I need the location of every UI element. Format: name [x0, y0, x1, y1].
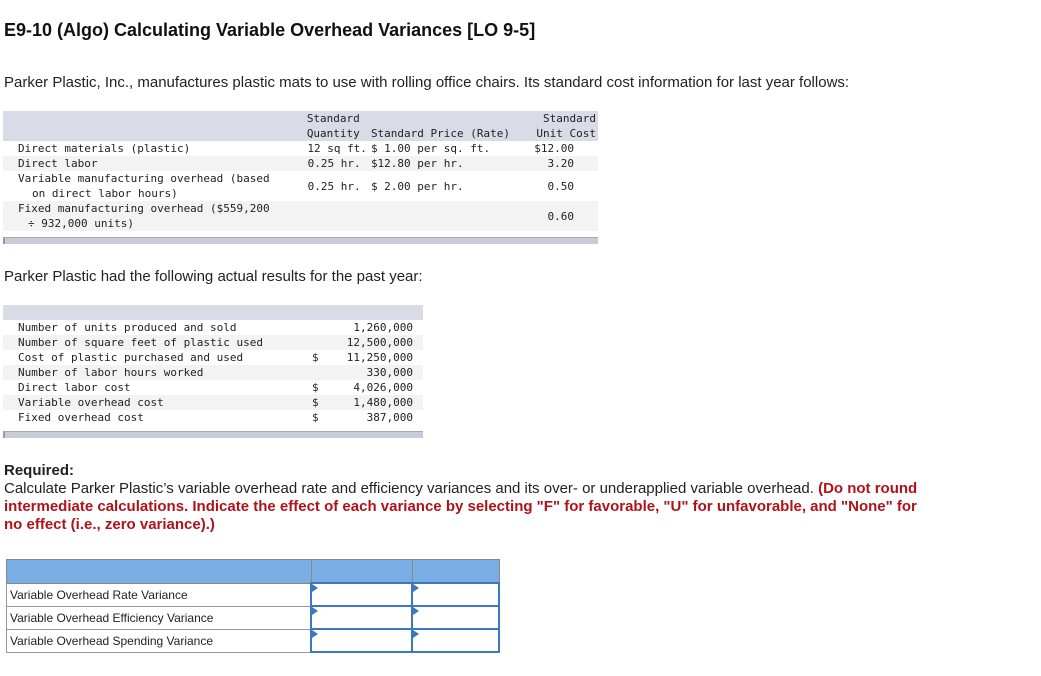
table-row	[3, 156, 598, 171]
table-footer-bar	[3, 237, 598, 244]
table-row	[3, 201, 598, 231]
table-row	[3, 171, 598, 201]
intro-text: Parker Plastic, Inc., manufactures plastic mats to use with rolling office chairs. Its standard cost information for last year follows:	[4, 74, 850, 91]
row-cost: 0.50	[547, 179, 574, 193]
row-currency: $	[312, 411, 319, 424]
row-label: Number of square feet of plastic used	[3, 335, 310, 350]
amount-input[interactable]	[311, 629, 412, 652]
row-price: $ 1.00 per sq. ft.	[370, 142, 491, 155]
row-cost: 3.20	[526, 156, 598, 171]
row-currency: $	[312, 351, 319, 364]
header-cost: Standard	[526, 111, 598, 126]
required-instructions: (Do not round intermediate calculations. Indicate the effect of each variance by selecting "F" for favorable, "U" for unfavorable, and "None" for no effect (i.e., zero variance).)	[4, 480, 918, 533]
answer-row	[7, 606, 500, 629]
effect-select[interactable]	[412, 629, 499, 652]
row-cost: $12.00	[534, 142, 574, 155]
table-row	[3, 395, 423, 410]
row-value: 12,500,000	[328, 335, 423, 350]
table-row	[3, 320, 423, 335]
table-row	[3, 335, 423, 350]
row-label: Direct materials (plastic)	[18, 142, 191, 155]
required-heading: Required:	[4, 462, 75, 479]
effect-select[interactable]	[412, 606, 499, 629]
row-label-2: on direct labor hours)	[32, 187, 178, 200]
effect-select[interactable]	[412, 583, 499, 606]
header-cost-2: Unit Cost	[526, 126, 598, 141]
header-price: Standard Price (Rate)	[369, 126, 526, 141]
row-label: Variable manufacturing overhead (based	[18, 172, 270, 185]
row-price: $12.80 per hr.	[369, 156, 526, 171]
row-currency: $	[310, 395, 328, 410]
answer-row	[7, 629, 500, 652]
row-currency	[310, 335, 328, 350]
table-row	[3, 141, 598, 156]
table-row	[3, 350, 423, 365]
row-qty: 12 sq ft.	[307, 142, 367, 155]
answer-row	[7, 583, 500, 606]
row-value: 4,026,000	[353, 381, 413, 394]
row-value: 1,480,000	[328, 395, 423, 410]
table-footer-bar	[3, 431, 423, 438]
row-currency: $	[312, 381, 319, 394]
actuals-header-band	[3, 305, 423, 320]
row-label: Cost of plastic purchased and used	[18, 351, 244, 364]
table-row	[3, 365, 423, 380]
row-value: 1,260,000	[353, 321, 413, 334]
row-label: Direct labor	[3, 156, 298, 171]
amount-input[interactable]	[311, 606, 412, 629]
amount-input[interactable]	[311, 583, 412, 606]
row-value: 387,000	[366, 411, 413, 424]
row-label: Fixed overhead cost	[18, 411, 144, 424]
row-label: Direct labor cost	[18, 381, 131, 394]
required-section	[4, 462, 924, 534]
page-title: E9-10 (Algo) Calculating Variable Overhead Variances [LO 9-5]	[4, 20, 536, 40]
standard-cost-table	[3, 111, 598, 231]
answer-label: Variable Overhead Rate Variance	[7, 583, 312, 606]
actual-intro-text: Parker Plastic had the following actual results for the past year:	[4, 268, 423, 285]
row-label: Fixed manufacturing overhead ($559,200	[18, 202, 270, 215]
table-row	[3, 410, 423, 425]
row-currency	[310, 320, 328, 335]
answer-label: Variable Overhead Efficiency Variance	[7, 606, 312, 629]
row-label: Number of units produced and sold	[18, 321, 237, 334]
row-label: Number of labor hours worked	[3, 365, 310, 380]
header-qty: Standard	[298, 111, 369, 126]
row-label: Variable overhead cost	[3, 395, 310, 410]
row-value: 11,250,000	[346, 351, 413, 364]
row-price: $ 2.00 per hr.	[370, 179, 464, 193]
row-value: 330,000	[328, 365, 423, 380]
row-label-2: ÷ 932,000 units)	[28, 217, 134, 230]
required-text: Calculate Parker Plastic’s variable overhead rate and efficiency variances and its over- or underapplied variable overhead.	[4, 480, 819, 497]
row-qty: 0.25 hr.	[307, 179, 361, 193]
answer-table	[6, 559, 500, 653]
row-currency	[310, 365, 328, 380]
row-qty: 0.25 hr.	[298, 156, 369, 171]
row-cost: 0.60	[526, 201, 598, 231]
answer-label: Variable Overhead Spending Variance	[7, 629, 312, 652]
table-row	[3, 380, 423, 395]
header-qty-2: Quantity	[298, 126, 369, 141]
actual-results-table	[3, 320, 423, 425]
